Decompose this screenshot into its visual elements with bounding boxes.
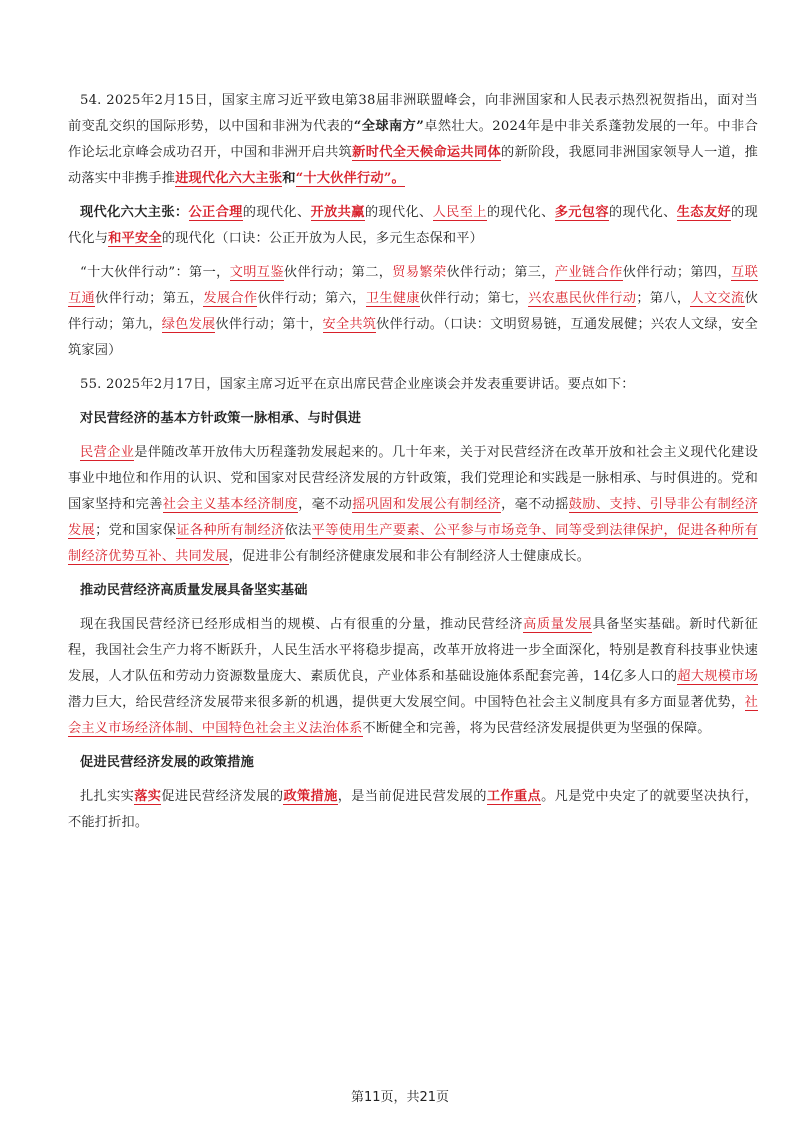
ten-sep-2: 伙伴行动；第三， bbox=[446, 265, 555, 280]
ten-item-2: 贸易繁荣 bbox=[392, 265, 447, 280]
ten-item-6: 卫生健康 bbox=[365, 291, 420, 306]
ten-item-10: 安全共筑 bbox=[322, 317, 377, 332]
ten-item-5: 发展合作 bbox=[203, 291, 258, 306]
s3-text-1: 扎扎实实 bbox=[80, 789, 135, 804]
six-mnemonic: 的现代化（口诀：公正开放为人民，多元生态保和平） bbox=[161, 231, 484, 246]
paragraph-six-propositions bbox=[68, 200, 758, 252]
ten-sep-7: ；第八， bbox=[636, 291, 691, 306]
q54-text-a: 54. 2025年2月15日，国家主席习近平致电第38届非洲联盟峰会，向非洲国家和人民表示热烈祝贺指出，面对当前变乱交织的国际形势，以中国和非洲为代表的 bbox=[68, 93, 758, 134]
q54-text-g: 和 bbox=[282, 171, 296, 186]
s2-highlight-1: 高质量发展 bbox=[523, 617, 593, 632]
six-item-1: 公正合理 bbox=[188, 205, 243, 220]
six-sep-2: 的现代化、 bbox=[364, 205, 433, 220]
section-heading-1: 对民营经济的基本方针政策一脉相承、与时俱进 bbox=[80, 411, 362, 426]
s1-highlight-3: 摇巩固和发展公有制经济 bbox=[352, 497, 502, 512]
six-item-4: 多元包容 bbox=[554, 205, 609, 220]
s1-text-5: 依法 bbox=[284, 523, 312, 538]
s1-highlight-5: 证各种所有制经济 bbox=[176, 523, 285, 538]
six-sep-3: 的现代化、 bbox=[486, 205, 555, 220]
s1-highlight-2: 社会主义基本经济制度 bbox=[162, 497, 299, 512]
six-sep-5: 的现代化与 bbox=[68, 205, 758, 246]
s2-highlight-3: 社会主义市场经济体制、中国特色社会主义法治体系 bbox=[68, 695, 758, 736]
document-content bbox=[68, 88, 758, 836]
ten-item-3: 产业链合作 bbox=[554, 265, 623, 280]
ten-sep-6: 伙伴行动；第七， bbox=[419, 291, 529, 306]
page-number-footer: 第11页，共21页 bbox=[350, 1090, 450, 1105]
paragraph-q55: 55. 2025年2月17日，国家主席习近平在京出席民营企业座谈会并发表重要讲话。要点如下： bbox=[80, 377, 635, 392]
s2-text-3: 潜力巨大，给民营经济发展带来很多新的机遇，提供更大发展空间。中国特色社会主义制度具有多方面显著优势， bbox=[68, 695, 745, 710]
s2-text-2: 具备坚实基础。新时代新征程，我国社会生产力将不断跃升，人民生活水平将稳步提高，改革开放将进一步全面深化，特别是教育科技事业快速发展，人才队伍和劳动力资源数量庞大、素质优良，产业体系和基础设施体系配套完善，14亿多人口的 bbox=[68, 617, 759, 684]
q54-highlight-community: 新时代全天候命运共同体 bbox=[352, 145, 502, 160]
section-heading-3: 促进民营经济发展的政策措施 bbox=[80, 755, 255, 770]
q54-text-c: 卓然壮大。2024年是中非关系蓬勃发展的一年。中非合作论坛北京峰会成功召开，中国和非洲开启共筑 bbox=[68, 119, 759, 160]
s1-text-6: ，促进非公有制经济健康发展和非公有制经济人士健康成长。 bbox=[228, 549, 591, 564]
six-label: 现代化六大主张： bbox=[80, 205, 189, 220]
ten-sep-3: 伙伴行动；第四， bbox=[622, 265, 732, 280]
s2-highlight-2: 超大规模市场 bbox=[677, 669, 758, 684]
s3-highlight-3: 工作重点 bbox=[486, 789, 542, 804]
s3-highlight-2: 政策措施 bbox=[283, 789, 338, 804]
section-heading-2: 推动民营经济高质量发展具备坚实基础 bbox=[80, 583, 308, 598]
s1-text-3: ，毫不动摇 bbox=[501, 497, 569, 512]
s2-text-1: 现在我国民营经济已经形成相当的规模、占有很重的分量，推动民营经济 bbox=[80, 617, 524, 632]
ten-mnemonic: 伙伴行动。（口诀：文明贸易链，互通发展健；兴农人文绿，安全筑家园） bbox=[68, 317, 758, 358]
ten-item-4: 互联互通 bbox=[68, 265, 758, 306]
s3-text-4: 。凡是党中央定了的就要坚决执行，不能打折扣。 bbox=[68, 789, 758, 830]
ten-item-9: 绿色发展 bbox=[161, 317, 216, 332]
s1-text-1: 是伴随改革开放伟大历程蓬勃发展起来的。几十年来，关于对民营经济在改革开放和社会主义现代化建设事业中地位和作用的认识、党和国家对民营经济发展的方针政策，我们党理论和实践是一脉相承、与时俱进的。党和国家坚持和完善 bbox=[68, 445, 758, 512]
q54-global-south: “全球南方” bbox=[353, 119, 425, 134]
six-sep-4: 的现代化、 bbox=[608, 205, 677, 220]
s3-text-2: 促进民营经济发展的 bbox=[161, 789, 284, 804]
ten-sep-1: 伙伴行动；第二， bbox=[283, 265, 393, 280]
paragraph-section-3 bbox=[68, 784, 758, 836]
ten-sep-9: 伙伴行动；第十， bbox=[215, 317, 323, 332]
ten-item-7: 兴农惠民伙伴行动 bbox=[528, 291, 637, 306]
q54-highlight-ten: “十大伙伴行动”。 bbox=[295, 171, 405, 186]
paragraph-ten-actions bbox=[68, 260, 758, 364]
s1-highlight-1: 民营企业 bbox=[80, 445, 135, 460]
paragraph-q54 bbox=[68, 88, 758, 192]
s1-highlight-6: 平等使用生产要素、公平参与市场竞争、同等受到法律保护，促进各种所有制经济优势互补、共同发展 bbox=[68, 523, 759, 564]
ten-sep-8: 伙伴行动；第九， bbox=[68, 291, 758, 332]
s1-highlight-4: 鼓励、支持、引导非公有制经济发展 bbox=[68, 497, 759, 538]
six-item-5: 生态友好 bbox=[676, 205, 731, 220]
ten-item-8: 人文交流 bbox=[690, 291, 745, 306]
q54-highlight-six: 进现代化六大主张 bbox=[175, 171, 283, 186]
ten-intro: “十大伙伴行动”：第一， bbox=[80, 265, 230, 280]
s1-text-2: ，毫不动 bbox=[298, 497, 353, 512]
q54-text-e: 的新阶段，我愿同非洲国家领导人一道，推动落实中非携手推 bbox=[68, 145, 758, 186]
s2-text-4: 不断健全和完善，将为民营经济发展提供更为坚强的保障。 bbox=[362, 721, 711, 736]
s1-text-4: ；党和国家保 bbox=[95, 523, 177, 538]
six-item-3: 人民至上 bbox=[432, 205, 487, 220]
ten-sep-5: 伙伴行动；第六， bbox=[257, 291, 366, 306]
six-item-6: 和平安全 bbox=[108, 231, 162, 246]
ten-item-1: 文明互鉴 bbox=[229, 265, 284, 280]
s3-text-3: ，是当前促进民营发展的 bbox=[337, 789, 487, 804]
s3-highlight-1: 落实 bbox=[134, 789, 162, 804]
paragraph-section-2 bbox=[68, 612, 758, 742]
ten-sep-4: 伙伴行动；第五， bbox=[95, 291, 204, 306]
six-item-2: 开放共赢 bbox=[310, 205, 365, 220]
six-sep-1: 的现代化、 bbox=[242, 205, 311, 220]
paragraph-section-1 bbox=[68, 440, 758, 570]
